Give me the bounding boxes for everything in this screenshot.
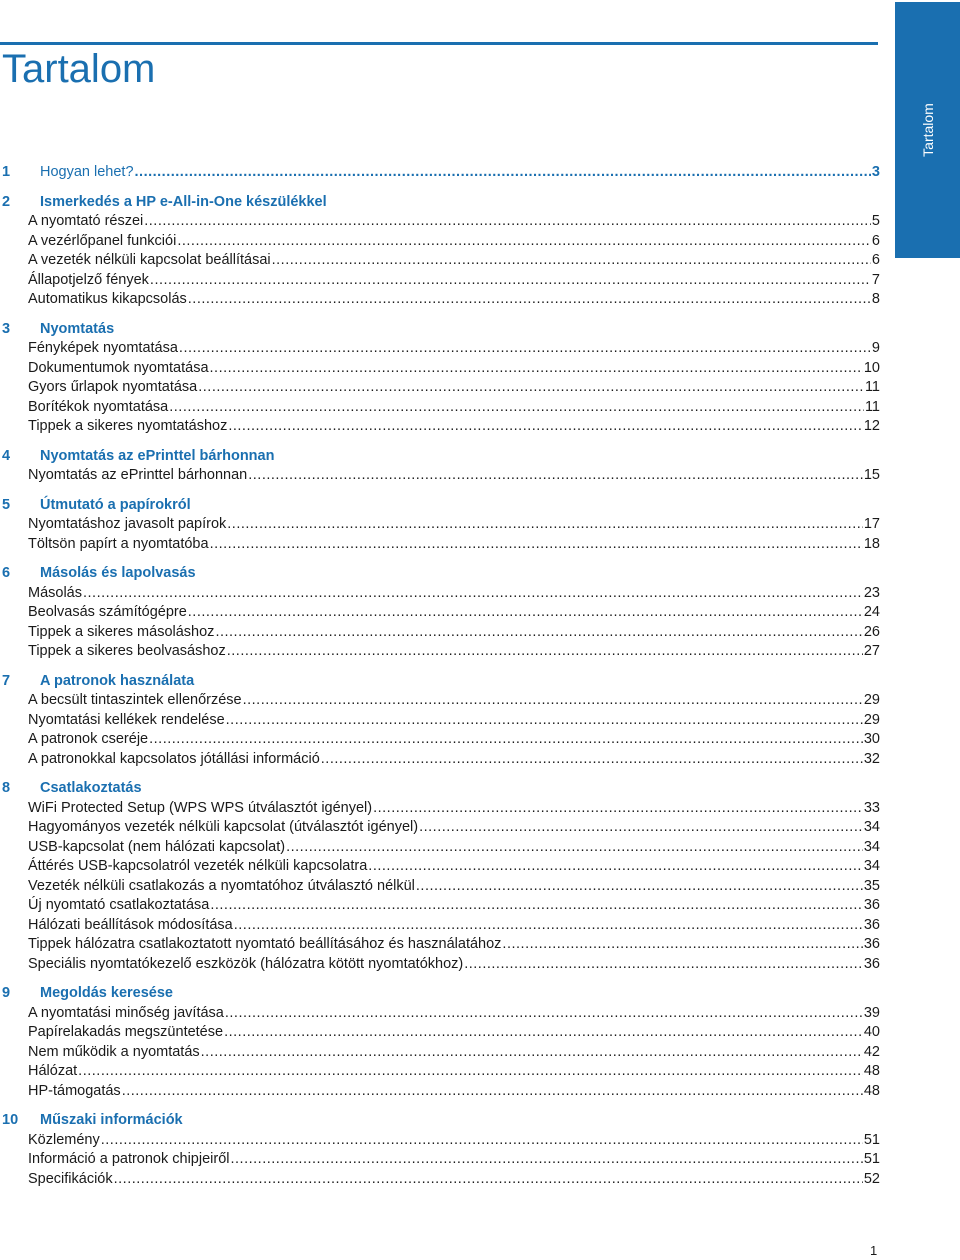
toc-entry[interactable] [0, 730, 880, 750]
dot-leader [150, 271, 871, 291]
chapter-heading[interactable] [0, 779, 880, 799]
entry-label: Tippek a sikeres beolvasáshoz [28, 643, 226, 659]
dot-leader [169, 398, 864, 418]
toc-chapter [0, 496, 880, 555]
toc-entry[interactable] [0, 1062, 880, 1082]
dot-leader [210, 359, 863, 379]
dot-leader [215, 623, 862, 643]
entry-label: A nyomtatási minőség javítása [28, 1004, 224, 1021]
entry-label: Tippek hálózatra csatlakoztatott nyomtató beállításához és használatához [28, 936, 502, 952]
toc-chapter [0, 447, 880, 486]
dot-leader [101, 1131, 863, 1151]
table-of-contents [0, 163, 880, 1199]
toc-entry[interactable] [0, 398, 880, 418]
dot-leader [248, 466, 863, 486]
toc-chapter [0, 672, 880, 770]
page-ref: 36 [863, 916, 880, 933]
chapter-number: 5 [2, 496, 11, 513]
entry-label: Papírelakadás megszüntetése [28, 1024, 224, 1040]
page-ref: 36 [863, 936, 880, 952]
dot-leader [198, 378, 864, 398]
chapter-title: Hogyan lehet? [40, 164, 134, 180]
dot-leader [135, 163, 871, 183]
page-ref: 7 [871, 271, 880, 288]
toc-entry[interactable] [0, 1023, 880, 1043]
entry-label: A vezérlőpanel funkciói [28, 232, 177, 249]
entry-label: Nyomtatás az ePrinttel bárhonnan [28, 467, 248, 483]
toc-entry[interactable] [0, 642, 880, 662]
entry-label: A patronok cseréje [28, 731, 149, 747]
chapter-heading[interactable] [0, 672, 880, 692]
chapter-heading[interactable] [0, 984, 880, 1004]
toc-entry[interactable] [0, 603, 880, 623]
chapter-number: 6 [2, 565, 11, 581]
page-ref: 39 [863, 1004, 880, 1021]
page-ref: 29 [863, 692, 880, 708]
toc-entry[interactable] [0, 1004, 880, 1024]
entry-label: USB-kapcsolat (nem hálózati kapcsolat) [28, 838, 286, 855]
chapter-title: Nyomtatás [40, 320, 115, 337]
dot-leader [243, 691, 863, 711]
chapter-number: 8 [2, 780, 11, 796]
entry-label: A nyomtató részei [28, 213, 144, 229]
entry-label: Információ a patronok chipjeiről [28, 1151, 230, 1167]
toc-entry[interactable] [0, 799, 880, 819]
page-ref: 8 [871, 291, 880, 307]
chapter-title: Műszaki információk [40, 1112, 183, 1128]
toc-entry[interactable] [0, 378, 880, 398]
dot-leader [226, 711, 863, 731]
dot-leader [78, 1062, 863, 1082]
toc-entry[interactable] [0, 1082, 880, 1102]
page-ref: 15 [863, 467, 880, 483]
toc-entry[interactable] [0, 417, 880, 437]
dot-leader [227, 515, 863, 535]
entry-label: Másolás [28, 584, 82, 601]
toc-entry[interactable] [0, 711, 880, 731]
toc-entry[interactable] [0, 466, 880, 486]
toc-entry[interactable] [0, 896, 880, 916]
toc-entry[interactable] [0, 935, 880, 955]
toc-entry[interactable] [0, 584, 880, 604]
chapter-title: Csatlakoztatás [40, 780, 142, 796]
chapter-title: Megoldás keresése [40, 985, 173, 1001]
entry-label: Beolvasás számítógépre [28, 604, 187, 620]
toc-entry[interactable] [0, 339, 880, 359]
toc-entry[interactable] [0, 1131, 880, 1151]
page-ref: 23 [863, 584, 880, 601]
entry-label: Tippek a sikeres nyomtatáshoz [28, 418, 228, 434]
entry-label: Nyomtatáshoz javasolt papírok [28, 516, 227, 532]
toc-entry[interactable] [0, 515, 880, 535]
dot-leader [188, 290, 871, 310]
toc-entry[interactable] [0, 271, 880, 291]
page-ref: 11 [864, 379, 880, 395]
chapter-heading[interactable] [0, 447, 880, 467]
toc-entry[interactable] [0, 838, 880, 858]
page-ref: 34 [863, 858, 880, 874]
chapter-heading[interactable] [0, 163, 880, 183]
toc-entry[interactable] [0, 857, 880, 877]
dot-leader [225, 1004, 863, 1024]
page-ref: 10 [863, 359, 880, 376]
toc-entry[interactable] [0, 290, 880, 310]
entry-label: Állapotjelző fények [28, 271, 149, 288]
toc-entry[interactable] [0, 1043, 880, 1063]
toc-chapter [0, 984, 880, 1101]
entry-label: Dokumentumok nyomtatása [28, 359, 209, 376]
dot-leader [188, 603, 863, 623]
toc-entry[interactable] [0, 623, 880, 643]
page-number: 1 [870, 1243, 878, 1258]
toc-entry[interactable] [0, 251, 880, 271]
title-rule [0, 42, 878, 45]
page-ref: 48 [863, 1082, 880, 1099]
entry-label: Hálózati beállítások módosítása [28, 916, 233, 933]
dot-leader [502, 935, 862, 955]
page-ref: 9 [871, 340, 880, 356]
chapter-number: 3 [2, 320, 11, 337]
page-ref: 36 [863, 897, 880, 913]
chapter-heading[interactable] [0, 1111, 880, 1131]
chapter-heading[interactable] [0, 564, 880, 584]
page-ref: 3 [871, 164, 880, 180]
page-ref: 32 [863, 750, 880, 767]
chapter-number: 10 [2, 1112, 19, 1128]
dot-leader [227, 642, 863, 662]
entry-label: Automatikus kikapcsolás [28, 291, 187, 307]
dot-leader [286, 838, 863, 858]
dot-leader [210, 535, 863, 555]
page-ref: 51 [863, 1131, 880, 1148]
entry-label: HP-támogatás [28, 1082, 121, 1099]
page-ref: 42 [863, 1043, 880, 1060]
entry-label: A becsült tintaszintek ellenőrzése [28, 692, 242, 708]
dot-leader [228, 417, 863, 437]
page-ref: 26 [863, 623, 880, 640]
page-title: Tartalom [2, 47, 156, 91]
entry-label: Új nyomtató csatlakoztatása [28, 897, 210, 913]
page-ref: 6 [871, 232, 880, 249]
entry-label: Hálózat [28, 1063, 78, 1079]
dot-leader [210, 896, 863, 916]
toc-chapter [0, 1111, 880, 1189]
entry-label: Speciális nyomtatókezelő eszközök (hálózatra kötött nyomtatókhoz) [28, 955, 464, 972]
entry-label: A vezeték nélküli kapcsolat beállításai [28, 252, 271, 268]
page-ref: 18 [863, 535, 880, 552]
toc-chapter [0, 163, 880, 183]
page-ref: 51 [863, 1151, 880, 1167]
dot-leader [234, 916, 863, 936]
page-ref: 29 [863, 711, 880, 728]
toc-entry[interactable] [0, 916, 880, 936]
page-ref: 48 [863, 1063, 880, 1079]
dot-leader [201, 1043, 863, 1063]
dot-leader [272, 251, 871, 271]
toc-chapter [0, 193, 880, 310]
entry-label: Áttérés USB-kapcsolatról vezeték nélküli kapcsolatra [28, 858, 368, 874]
chapter-title: Ismerkedés a HP e-All-in-One készülékkel [40, 193, 327, 210]
dot-leader [179, 339, 871, 359]
dot-leader [144, 212, 871, 232]
chapter-number: 2 [2, 193, 11, 210]
chapter-title: A patronok használata [40, 672, 195, 689]
entry-label: Specifikációk [28, 1170, 113, 1187]
dot-leader [114, 1170, 863, 1190]
entry-label: A patronokkal kapcsolatos jótállási információ [28, 750, 320, 767]
dot-leader [224, 1023, 863, 1043]
dot-leader [464, 955, 863, 975]
chapter-number: 1 [2, 164, 11, 180]
side-tab[interactable] [895, 2, 960, 258]
entry-label: WiFi Protected Setup (WPS WPS útválasztót igényel) [28, 799, 373, 816]
page-ref: 34 [863, 819, 880, 835]
side-tab-label: Tartalom [919, 103, 936, 157]
page-ref: 33 [863, 799, 880, 816]
toc-chapter [0, 320, 880, 437]
chapter-heading[interactable] [0, 496, 880, 516]
page-ref: 5 [871, 213, 880, 229]
dot-leader [419, 818, 863, 838]
toc-entry[interactable] [0, 877, 880, 897]
dot-leader [122, 1082, 863, 1102]
toc-entry[interactable] [0, 1170, 880, 1190]
dot-leader [373, 799, 863, 819]
dot-leader [416, 877, 863, 897]
chapter-title: Nyomtatás az ePrinttel bárhonnan [40, 447, 275, 464]
toc-entry[interactable] [0, 955, 880, 975]
chapter-heading[interactable] [0, 320, 880, 340]
page-ref: 40 [863, 1024, 880, 1040]
dot-leader [149, 730, 863, 750]
toc-chapter [0, 564, 880, 662]
entry-label: Tippek a sikeres másoláshoz [28, 623, 215, 640]
entry-label: Nem működik a nyomtatás [28, 1043, 200, 1060]
toc-entry[interactable] [0, 818, 880, 838]
toc-entry[interactable] [0, 212, 880, 232]
chapter-heading[interactable] [0, 193, 880, 213]
toc-entry[interactable] [0, 359, 880, 379]
toc-entry[interactable] [0, 535, 880, 555]
page-ref: 6 [871, 252, 880, 268]
dot-leader [321, 750, 863, 770]
page-ref: 24 [863, 604, 880, 620]
entry-label: Fényképek nyomtatása [28, 340, 178, 356]
dot-leader [231, 1150, 863, 1170]
dot-leader [83, 584, 863, 604]
page-ref: 36 [863, 955, 880, 972]
entry-label: Töltsön papírt a nyomtatóba [28, 535, 209, 552]
chapter-title: Útmutató a papírokról [40, 496, 191, 513]
toc-entry[interactable] [0, 232, 880, 252]
entry-label: Gyors űrlapok nyomtatása [28, 379, 198, 395]
page-ref: 52 [863, 1170, 880, 1187]
page-ref: 34 [863, 838, 880, 855]
page-ref: 30 [863, 731, 880, 747]
entry-label: Vezeték nélküli csatlakozás a nyomtatóhoz útválasztó nélkül [28, 877, 415, 894]
page-ref: 27 [863, 643, 880, 659]
toc-chapter [0, 779, 880, 974]
chapter-title: Másolás és lapolvasás [40, 565, 196, 581]
entry-label: Nyomtatási kellékek rendelése [28, 711, 225, 728]
entry-label: Borítékok nyomtatása [28, 398, 169, 415]
page-ref: 17 [863, 516, 880, 532]
entry-label: Hagyományos vezeték nélküli kapcsolat (útválasztót igényel) [28, 819, 419, 835]
dot-leader [177, 232, 871, 252]
toc-entry[interactable] [0, 1150, 880, 1170]
toc-entry[interactable] [0, 691, 880, 711]
page-ref: 35 [863, 877, 880, 894]
dot-leader [368, 857, 863, 877]
page-ref: 12 [863, 418, 880, 434]
page-ref: 11 [864, 398, 880, 415]
chapter-number: 7 [2, 672, 11, 689]
toc-entry[interactable] [0, 750, 880, 770]
entry-label: Közlemény [28, 1131, 100, 1148]
chapter-number: 9 [2, 985, 11, 1001]
chapter-number: 4 [2, 447, 11, 464]
